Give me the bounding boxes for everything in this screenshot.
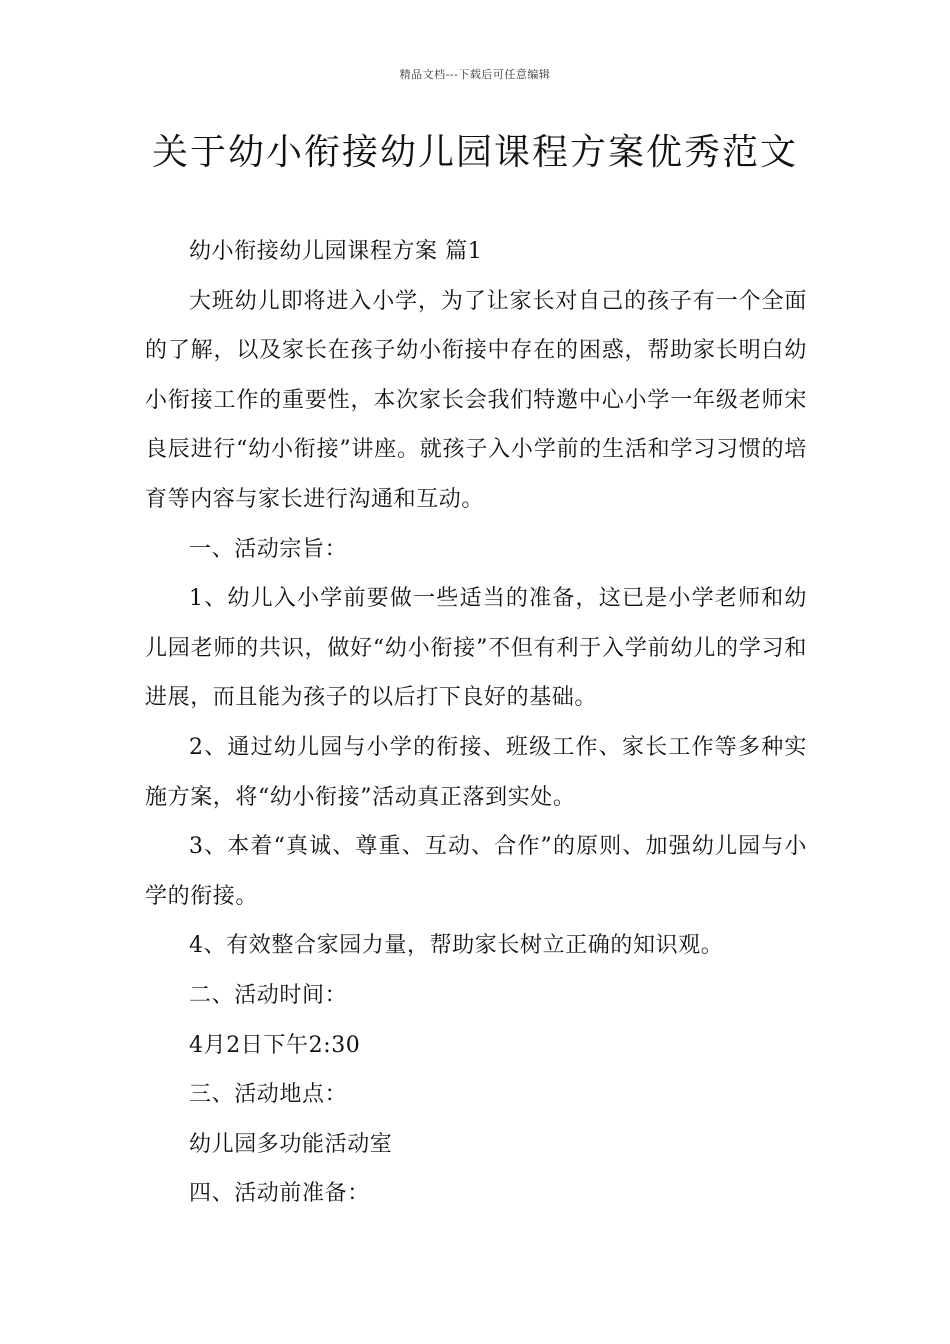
heading-purpose: 一、活动宗旨： bbox=[189, 536, 348, 562]
heading-location: 三、活动地点： bbox=[189, 1082, 348, 1108]
purpose-item-1: 1、幼儿入小学前要做一些适当的准备，这已是小学老师和幼儿园老师的共识，做好“幼小衔接”不但有利于入学前幼儿的学习和进展，而且能为孩子的以后打下良好的基础。 bbox=[145, 586, 807, 711]
header-note: 精品文档---下载后可任意编辑 bbox=[399, 68, 551, 81]
purpose-item-2: 2、通过幼儿园与小学的衔接、班级工作、家长工作等多种实施方案，将“幼小衔接”活动真正落到实处。 bbox=[145, 734, 807, 810]
purpose-item-4: 4、有效整合家园力量，帮助家长树立正确的知识观。 bbox=[189, 933, 724, 959]
intro-paragraph: 大班幼儿即将进入小学，为了让家长对自己的孩子有一个全面的了解，以及家长在孩子幼小衔接中存在的困惑，帮助家长明白幼小衔接工作的重要性，本次家长会我们特邀中心小学一年级老师宋良辰进行“幼小衔接”讲座。就孩子入小学前的生活和学习习惯的培育等内容与家长进行沟通和互动。 bbox=[145, 288, 807, 512]
activity-time: 4月2日下午2:30 bbox=[189, 1032, 361, 1058]
section-subtitle: 幼小衔接幼儿园课程方案 篇1 bbox=[189, 239, 483, 264]
heading-time: 二、活动时间： bbox=[189, 982, 348, 1008]
purpose-item-3: 3、本着“真诚、尊重、互动、合作”的原则、加强幼儿园与小学的衔接。 bbox=[145, 834, 807, 909]
heading-preparation: 四、活动前准备： bbox=[189, 1181, 370, 1207]
document-body bbox=[145, 227, 807, 1219]
activity-location: 幼儿园多功能活动室 bbox=[189, 1131, 393, 1157]
document-title: 关于幼小衔接幼儿园课程方案优秀范文 bbox=[151, 132, 798, 173]
